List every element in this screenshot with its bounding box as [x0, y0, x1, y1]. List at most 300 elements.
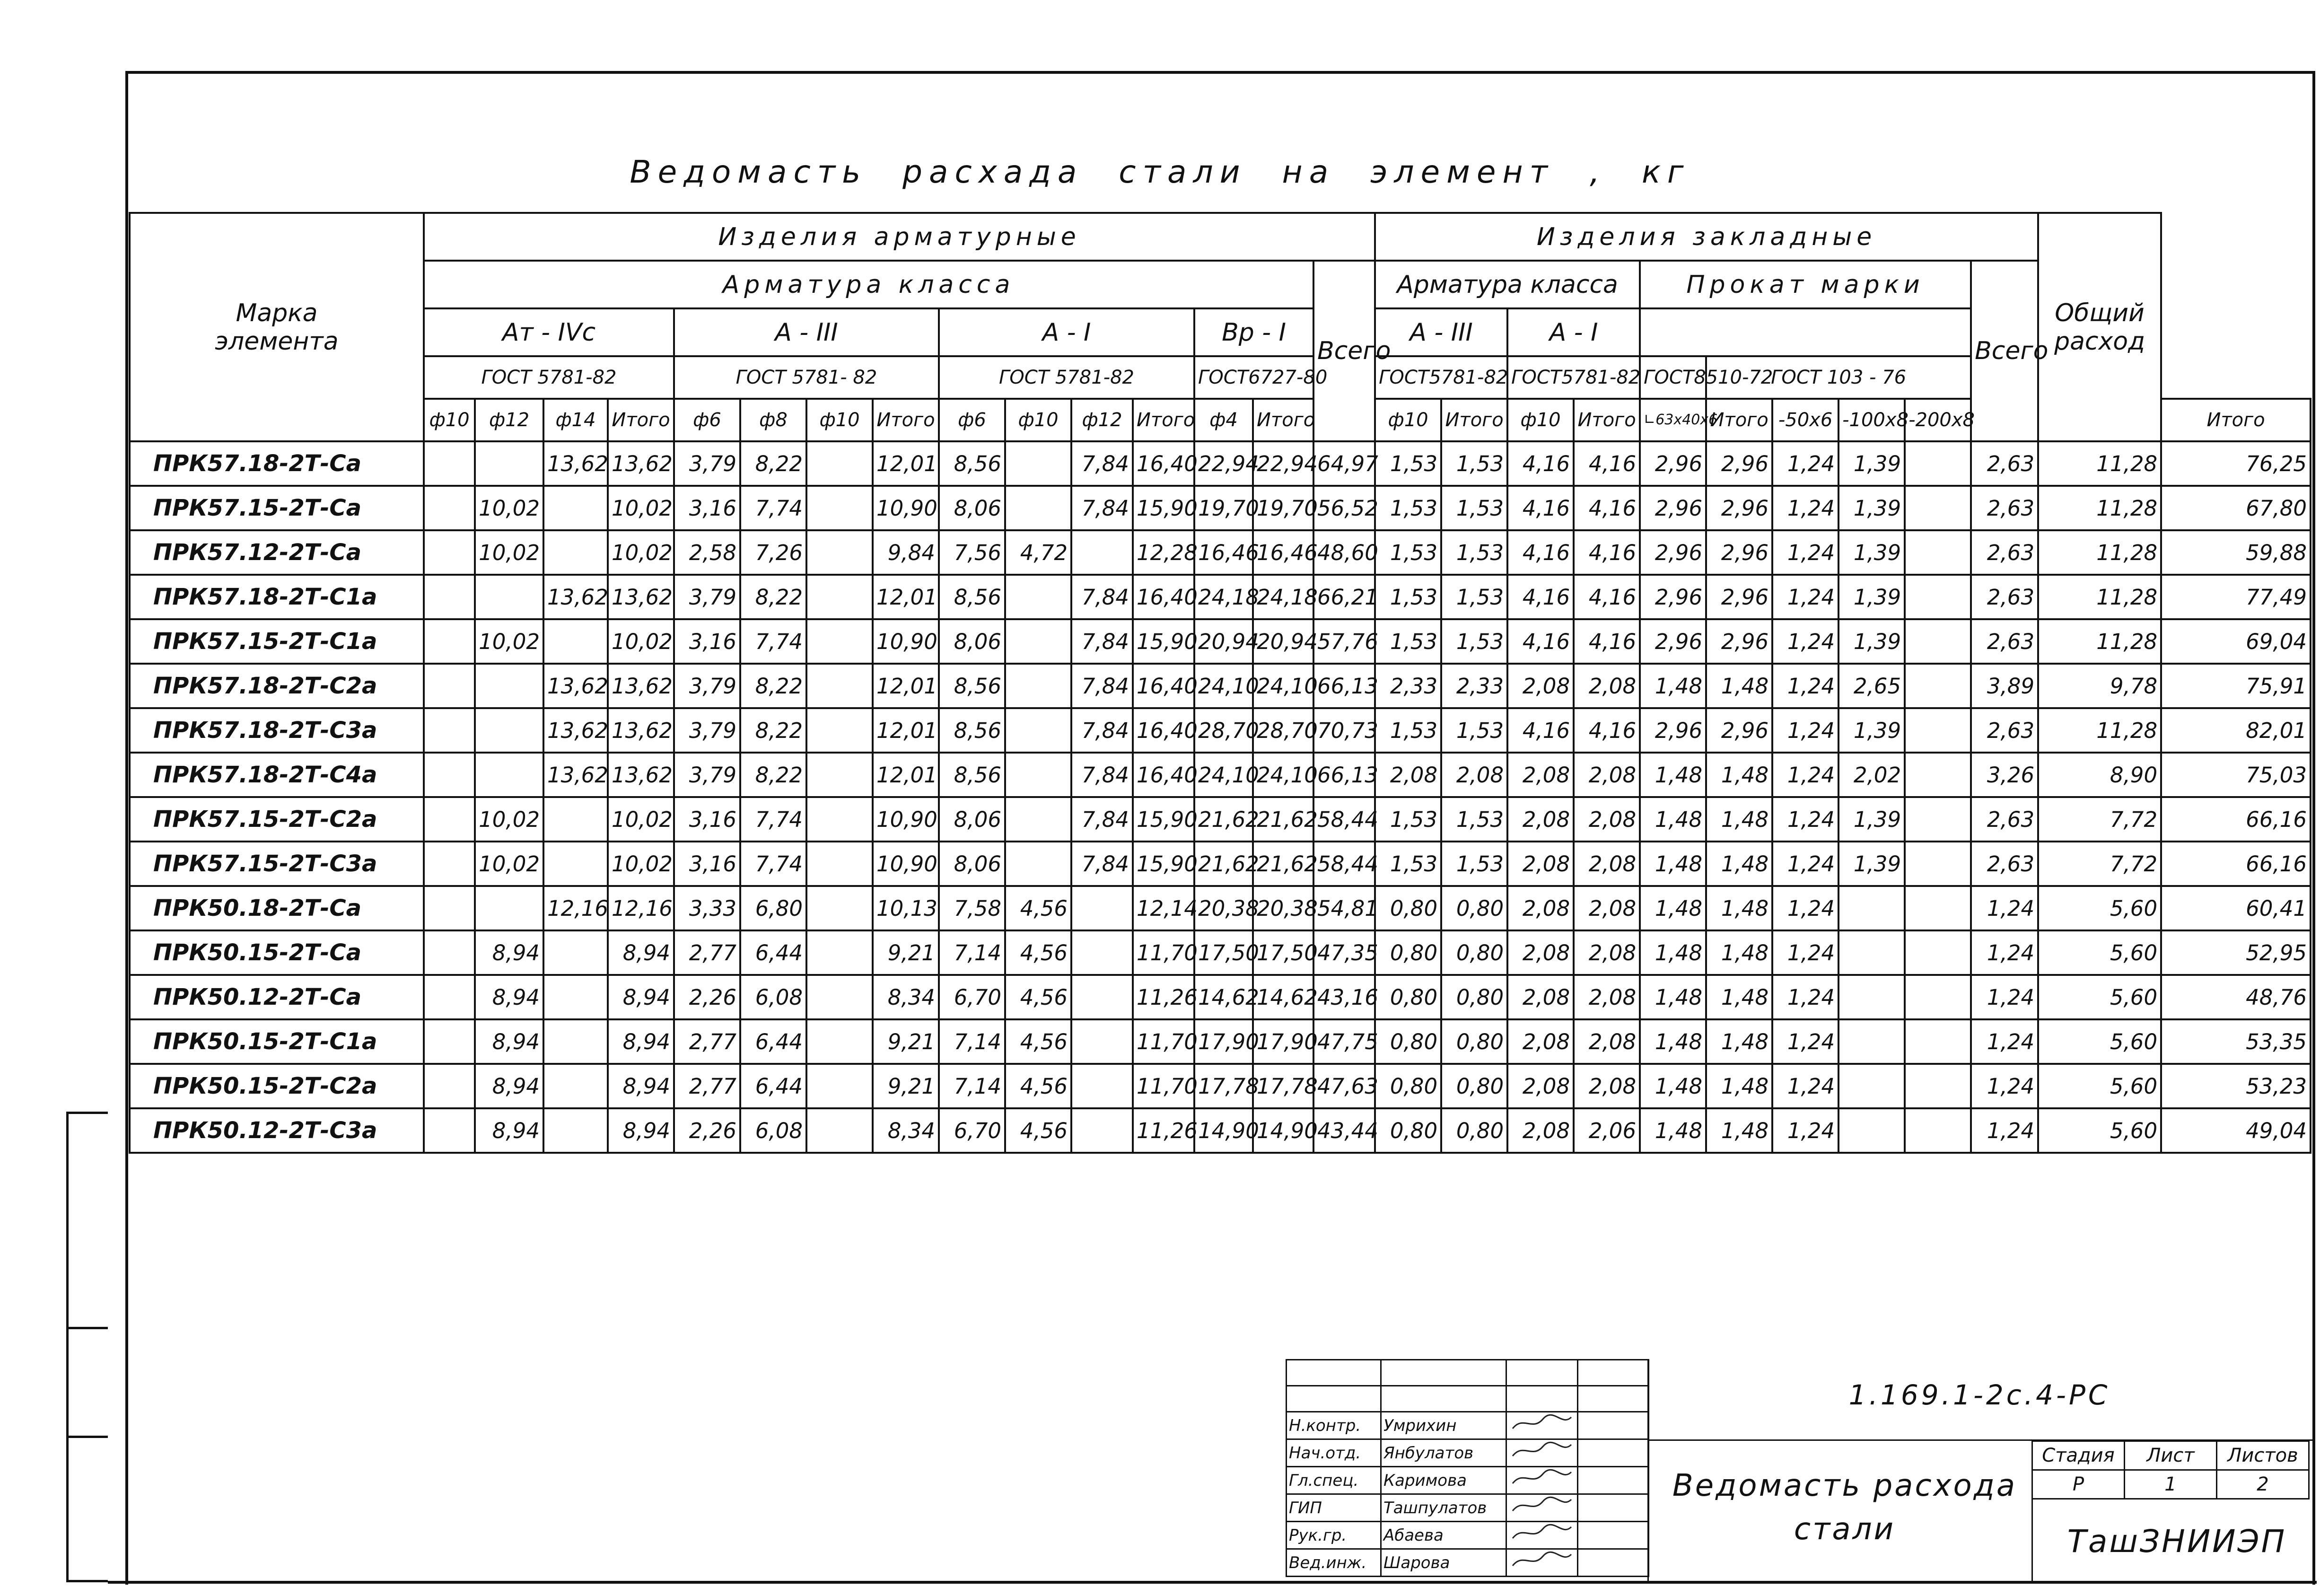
table-cell: 21,62	[1253, 842, 1313, 886]
table-cell: 1,53	[1441, 486, 1507, 530]
table-cell: 3,16	[674, 842, 740, 886]
table-cell	[1071, 1064, 1133, 1108]
table-cell: 1,48	[1640, 886, 1706, 930]
table-cell: 4,56	[1005, 1064, 1071, 1108]
table-cell: 17,50	[1194, 930, 1253, 975]
table-cell: 2,96	[1640, 486, 1706, 530]
table-cell: 1,24	[1971, 886, 2038, 930]
table-cell: 1,48	[1706, 664, 1772, 708]
table-cell: 7,74	[740, 486, 806, 530]
table-cell: 17,78	[1253, 1064, 1313, 1108]
table-cell: 3,89	[1971, 664, 2038, 708]
table-cell: 8,94	[475, 1064, 543, 1108]
table-cell: 66,16	[2161, 797, 2311, 842]
table-cell: 8,56	[939, 708, 1005, 753]
table-cell	[1905, 930, 1971, 975]
table-cell: 69,04	[2161, 619, 2311, 664]
document-code: 1.169.1-2с.4-РС	[1848, 1379, 2110, 1411]
table-cell: 2,63	[1971, 486, 2038, 530]
table-cell: 2,06	[1574, 1108, 1640, 1153]
table-cell: 2,33	[1375, 664, 1441, 708]
column-header: -50х6	[1772, 399, 1838, 441]
table-cell	[1071, 930, 1133, 975]
table-cell: 11,70	[1133, 1019, 1194, 1064]
table-cell: 8,56	[939, 664, 1005, 708]
signature-row	[1287, 1494, 1649, 1522]
table-cell: 16,40	[1133, 708, 1194, 753]
table-cell: 13,62	[543, 575, 608, 619]
table-cell	[1005, 486, 1071, 530]
table-cell: 2,96	[1706, 619, 1772, 664]
column-header: Итого	[873, 399, 939, 441]
table-row	[130, 797, 2311, 842]
sheet-title: Ведомасть расхада стали на элемент , кг	[630, 154, 1690, 190]
table-cell: 1,48	[1640, 753, 1706, 797]
table-cell: 10,02	[608, 797, 674, 842]
signature-row	[1287, 1549, 1649, 1577]
signature-mark	[1506, 1412, 1578, 1439]
table-cell	[543, 842, 608, 886]
organization-name: ТашЗНИИЭП	[2067, 1523, 2287, 1560]
table-cell	[806, 753, 873, 797]
table-cell: 1,48	[1640, 930, 1706, 975]
table-cell: 1,24	[1971, 1019, 2038, 1064]
table-cell	[543, 1108, 608, 1153]
table-cell: 8,06	[939, 797, 1005, 842]
table-cell: 6,08	[740, 975, 806, 1019]
table-cell	[1905, 664, 1971, 708]
element-mark: ПРК57.18-2Т-Са	[130, 441, 424, 486]
table-cell: 1,48	[1706, 753, 1772, 797]
class-emb-a3: А - III	[1375, 308, 1507, 356]
column-header: ф10	[1375, 399, 1441, 441]
table-cell: 10,02	[475, 619, 543, 664]
table-cell: 2,08	[1574, 930, 1640, 975]
table-cell	[424, 575, 475, 619]
table-cell: 66,16	[2161, 842, 2311, 886]
signature-mark	[1506, 1439, 1578, 1467]
table-cell	[1905, 1064, 1971, 1108]
signature-blank-cell	[1506, 1386, 1578, 1412]
table-cell: 1,24	[1772, 708, 1838, 753]
table-cell: 2,96	[1706, 441, 1772, 486]
table-cell: 8,94	[475, 975, 543, 1019]
table-cell	[543, 797, 608, 842]
table-cell: 2,08	[1441, 753, 1507, 797]
table-cell: 15,90	[1133, 797, 1194, 842]
table-cell: 10,90	[873, 619, 939, 664]
table-cell: 0,80	[1441, 1019, 1507, 1064]
signature-mark	[1506, 1522, 1578, 1549]
table-cell: 0,80	[1441, 1064, 1507, 1108]
table-cell: 2,08	[1574, 975, 1640, 1019]
signature-date	[1578, 1439, 1649, 1467]
table-cell: 12,28	[1133, 530, 1194, 575]
signature-name: Абаева	[1381, 1522, 1506, 1549]
armature-total-header: Всего	[1313, 261, 1375, 441]
table-cell: 0,80	[1441, 930, 1507, 975]
table-cell: 4,16	[1507, 530, 1574, 575]
binding-strip-divider	[69, 1327, 108, 1329]
table-cell: 1,53	[1441, 842, 1507, 886]
table-cell: 12,01	[873, 708, 939, 753]
table-cell: 2,63	[1971, 530, 2038, 575]
table-cell: 2,08	[1574, 1019, 1640, 1064]
signature-date	[1578, 1549, 1649, 1577]
signature-name: Каримова	[1381, 1467, 1506, 1494]
table-cell	[424, 797, 475, 842]
table-cell: 20,94	[1253, 619, 1313, 664]
table-cell	[543, 486, 608, 530]
table-cell: 1,48	[1640, 1108, 1706, 1153]
armature-class-header: Арматура класса	[424, 261, 1313, 308]
embedded-products-header: Изделия закладные	[1375, 213, 2038, 261]
table-cell	[475, 664, 543, 708]
table-cell: 0,80	[1375, 1064, 1441, 1108]
table-cell	[424, 886, 475, 930]
table-cell: 2,08	[1574, 753, 1640, 797]
table-cell	[1005, 619, 1071, 664]
signature-blank-cell	[1578, 1360, 1649, 1386]
table-cell: 0,80	[1375, 930, 1441, 975]
column-header: Итого	[1706, 399, 1772, 441]
table-cell: 15,90	[1133, 619, 1194, 664]
table-row	[130, 530, 2311, 575]
table-cell	[1905, 486, 1971, 530]
table-cell: 1,24	[1772, 753, 1838, 797]
table-cell: 49,04	[2161, 1108, 2311, 1153]
table-cell: 0,80	[1375, 1108, 1441, 1153]
table-cell: 13,62	[608, 708, 674, 753]
signature-blank-cell	[1287, 1386, 1381, 1412]
table-cell: 10,02	[475, 530, 543, 575]
total-consumption-header	[2038, 213, 2161, 441]
rolled-steel-blank	[1640, 308, 1971, 356]
element-mark: ПРК50.15-2Т-Са	[130, 930, 424, 975]
table-cell: 1,53	[1375, 575, 1441, 619]
signature-date	[1578, 1522, 1649, 1549]
table-cell: 2,08	[1507, 1019, 1574, 1064]
signature-row	[1287, 1467, 1649, 1494]
table-row	[130, 886, 2311, 930]
signature-name: Шарова	[1381, 1549, 1506, 1577]
column-header: ф12	[1071, 399, 1133, 441]
table-cell: 7,74	[740, 797, 806, 842]
column-header: Итого	[1574, 399, 1640, 441]
element-mark: ПРК57.18-2Т-С4а	[130, 753, 424, 797]
table-cell	[1005, 797, 1071, 842]
table-cell: 12,01	[873, 441, 939, 486]
table-cell: 16,40	[1133, 575, 1194, 619]
signature-date	[1578, 1494, 1649, 1522]
table-cell: 12,16	[543, 886, 608, 930]
table-cell	[424, 753, 475, 797]
table-cell	[424, 1108, 475, 1153]
table-cell	[806, 1019, 873, 1064]
table-cell: 56,52	[1313, 486, 1375, 530]
table-cell	[475, 753, 543, 797]
handwritten-signature-icon	[1509, 1550, 1575, 1571]
table-cell: 1,24	[1971, 975, 2038, 1019]
table-cell: 20,38	[1253, 886, 1313, 930]
signature-mark	[1506, 1549, 1578, 1577]
element-mark: ПРК50.12-2Т-Са	[130, 975, 424, 1019]
table-cell: 2,08	[1574, 797, 1640, 842]
table-cell: 1,53	[1441, 797, 1507, 842]
table-cell: 7,74	[740, 619, 806, 664]
document-name	[1646, 1464, 2043, 1551]
table-cell: 53,23	[2161, 1064, 2311, 1108]
sheets-header: Листов	[2217, 1441, 2309, 1470]
table-cell: 1,24	[1971, 1064, 2038, 1108]
table-cell: 10,02	[608, 619, 674, 664]
signature-name: Ташпулатов	[1381, 1494, 1506, 1522]
table-cell: 1,48	[1706, 842, 1772, 886]
table-cell: 1,53	[1375, 708, 1441, 753]
column-header: -100х8	[1838, 399, 1905, 441]
table-cell	[475, 708, 543, 753]
table-cell: 1,24	[1772, 441, 1838, 486]
table-cell	[1005, 575, 1071, 619]
table-cell: 66,13	[1313, 664, 1375, 708]
table-cell: 2,08	[1574, 842, 1640, 886]
table-cell: 4,56	[1005, 1019, 1071, 1064]
table-cell	[806, 708, 873, 753]
table-cell: 2,77	[674, 1019, 740, 1064]
column-header: ф6	[939, 399, 1005, 441]
table-cell: 15,90	[1133, 486, 1194, 530]
table-cell: 4,56	[1005, 1108, 1071, 1153]
table-cell: 1,48	[1640, 1019, 1706, 1064]
table-cell: 8,22	[740, 708, 806, 753]
table-cell: 9,21	[873, 1064, 939, 1108]
signature-name: Янбулатов	[1381, 1439, 1506, 1467]
signature-role: Нач.отд.	[1287, 1439, 1381, 1467]
element-mark: ПРК50.15-2Т-С2а	[130, 1064, 424, 1108]
table-cell: 11,26	[1133, 1108, 1194, 1153]
table-cell: 7,14	[939, 930, 1005, 975]
signature-role: Н.контр.	[1287, 1412, 1381, 1439]
table-cell: 4,16	[1574, 708, 1640, 753]
table-cell: 66,13	[1313, 753, 1375, 797]
column-header: ф4	[1194, 399, 1253, 441]
table-cell: 8,06	[939, 842, 1005, 886]
table-cell: 8,34	[873, 975, 939, 1019]
table-cell	[424, 530, 475, 575]
table-cell	[424, 1019, 475, 1064]
table-cell: 1,48	[1640, 1064, 1706, 1108]
gost-emb-a1: ГОСТ5781-82	[1507, 356, 1640, 399]
table-cell: 13,62	[543, 753, 608, 797]
table-cell: 7,72	[2038, 842, 2161, 886]
table-cell: 1,53	[1375, 842, 1441, 886]
table-cell: 2,08	[1507, 930, 1574, 975]
table-cell: 8,56	[939, 753, 1005, 797]
table-cell: 4,16	[1507, 708, 1574, 753]
element-mark: ПРК57.15-2Т-С1а	[130, 619, 424, 664]
table-header	[130, 213, 2311, 441]
table-cell	[543, 930, 608, 975]
table-cell: 8,22	[740, 441, 806, 486]
table-cell: 3,33	[674, 886, 740, 930]
signature-blank-cell	[1381, 1386, 1506, 1412]
table-cell: 2,08	[1507, 1108, 1574, 1153]
table-cell: 2,63	[1971, 441, 2038, 486]
table-cell: 2,96	[1706, 486, 1772, 530]
element-mark: ПРК57.18-2Т-С2а	[130, 664, 424, 708]
table-cell: 17,90	[1194, 1019, 1253, 1064]
table-cell: 8,34	[873, 1108, 939, 1153]
table-cell: 1,24	[1772, 664, 1838, 708]
table-cell	[1905, 1108, 1971, 1153]
table-cell	[806, 1108, 873, 1153]
table-cell: 2,08	[1574, 1064, 1640, 1108]
table-cell: 2,26	[674, 975, 740, 1019]
table-cell	[1905, 708, 1971, 753]
table-cell: 7,84	[1071, 441, 1133, 486]
table-cell: 7,84	[1071, 486, 1133, 530]
table-cell	[1071, 1019, 1133, 1064]
table-cell	[806, 797, 873, 842]
table-cell: 1,53	[1441, 441, 1507, 486]
table-cell: 24,10	[1253, 753, 1313, 797]
column-header: Итого	[1133, 399, 1194, 441]
table-cell: 6,80	[740, 886, 806, 930]
table-cell: 1,24	[1772, 1019, 1838, 1064]
table-cell: 20,94	[1194, 619, 1253, 664]
table-cell: 2,08	[1574, 886, 1640, 930]
table-cell: 5,60	[2038, 1064, 2161, 1108]
table-cell: 7,84	[1071, 619, 1133, 664]
table-cell: 2,08	[1507, 753, 1574, 797]
class-at4c: Ат - IVс	[424, 308, 674, 356]
table-cell: 1,53	[1375, 619, 1441, 664]
table-cell: 1,53	[1375, 797, 1441, 842]
table-cell: 1,39	[1838, 575, 1905, 619]
table-cell: 13,62	[608, 441, 674, 486]
table-cell	[1005, 441, 1071, 486]
stage-value: Р	[2032, 1470, 2125, 1499]
table-cell: 1,53	[1441, 619, 1507, 664]
table-cell: 3,16	[674, 486, 740, 530]
table-cell: 1,24	[1971, 930, 2038, 975]
table-cell: 1,24	[1772, 486, 1838, 530]
column-header: Итого	[608, 399, 674, 441]
table-cell: 43,44	[1313, 1108, 1375, 1153]
table-body	[130, 441, 2311, 1153]
table-cell: 1,53	[1375, 486, 1441, 530]
element-mark: ПРК50.18-2Т-Са	[130, 886, 424, 930]
signature-date	[1578, 1467, 1649, 1494]
table-cell: 7,84	[1071, 797, 1133, 842]
table-row	[130, 1019, 2311, 1064]
table-cell: 2,33	[1441, 664, 1507, 708]
table-row	[130, 664, 2311, 708]
table-cell: 2,77	[674, 930, 740, 975]
table-cell: 2,63	[1971, 708, 2038, 753]
signature-blank-cell	[1506, 1360, 1578, 1386]
table-cell	[1905, 886, 1971, 930]
handwritten-signature-icon	[1509, 1495, 1575, 1517]
table-cell: 2,63	[1971, 619, 2038, 664]
stage-header: Стадия	[2032, 1441, 2125, 1470]
table-cell: 8,94	[608, 1019, 674, 1064]
table-cell: 3,79	[674, 664, 740, 708]
table-cell: 8,56	[939, 441, 1005, 486]
signature-role: ГИП	[1287, 1494, 1381, 1522]
table-cell	[1905, 575, 1971, 619]
table-cell: 1,48	[1706, 1019, 1772, 1064]
table-cell: 4,16	[1507, 575, 1574, 619]
table-cell: 11,28	[2038, 441, 2161, 486]
table-cell: 5,60	[2038, 975, 2161, 1019]
table-cell: 2,08	[1507, 1064, 1574, 1108]
binding-strip	[66, 1112, 108, 1582]
table-cell: 12,01	[873, 575, 939, 619]
table-cell: 1,48	[1706, 930, 1772, 975]
table-cell	[1838, 930, 1905, 975]
handwritten-signature-icon	[1509, 1440, 1575, 1462]
table-cell	[1905, 530, 1971, 575]
table-row	[130, 441, 2311, 486]
table-cell	[424, 1064, 475, 1108]
table-cell	[1905, 753, 1971, 797]
gost-a3: ГОСТ 5781- 82	[674, 356, 939, 399]
table-cell: 6,08	[740, 1108, 806, 1153]
table-cell: 0,80	[1441, 975, 1507, 1019]
table-cell: 4,16	[1507, 486, 1574, 530]
sheet-header: Лист	[2125, 1441, 2217, 1470]
table-cell: 43,16	[1313, 975, 1375, 1019]
table-cell: 16,40	[1133, 753, 1194, 797]
table-cell	[424, 708, 475, 753]
table-cell: 17,78	[1194, 1064, 1253, 1108]
table-cell: 0,80	[1375, 975, 1441, 1019]
table-cell: 12,01	[873, 753, 939, 797]
table-cell: 3,79	[674, 708, 740, 753]
column-header: ф8	[740, 399, 806, 441]
table-cell: 3,79	[674, 441, 740, 486]
element-mark: ПРК57.18-2Т-С1а	[130, 575, 424, 619]
table-cell: 60,41	[2161, 886, 2311, 930]
table-cell: 13,62	[543, 441, 608, 486]
table-cell: 1,53	[1441, 530, 1507, 575]
table-cell: 11,70	[1133, 930, 1194, 975]
table-cell: 1,48	[1706, 886, 1772, 930]
table-cell: 11,28	[2038, 575, 2161, 619]
table-cell: 6,44	[740, 1064, 806, 1108]
column-header: Итого	[2161, 399, 2311, 441]
table-cell: 2,96	[1640, 530, 1706, 575]
column-header: ф6	[674, 399, 740, 441]
table-cell: 2,63	[1971, 797, 2038, 842]
table-cell: 70,73	[1313, 708, 1375, 753]
table-cell: 12,16	[608, 886, 674, 930]
sheets-value: 2	[2217, 1470, 2309, 1499]
table-cell: 1,48	[1706, 975, 1772, 1019]
table-cell: 67,80	[2161, 486, 2311, 530]
table-cell: 8,94	[475, 1108, 543, 1153]
table-cell	[1838, 1064, 1905, 1108]
table-cell: 13,62	[608, 753, 674, 797]
armature-products-header: Изделия арматурные	[424, 213, 1375, 261]
signature-row	[1287, 1522, 1649, 1549]
table-cell: 1,48	[1706, 797, 1772, 842]
table-cell: 1,39	[1838, 842, 1905, 886]
table-cell: 1,53	[1441, 708, 1507, 753]
table-cell: 7,58	[939, 886, 1005, 930]
table-cell: 14,62	[1253, 975, 1313, 1019]
